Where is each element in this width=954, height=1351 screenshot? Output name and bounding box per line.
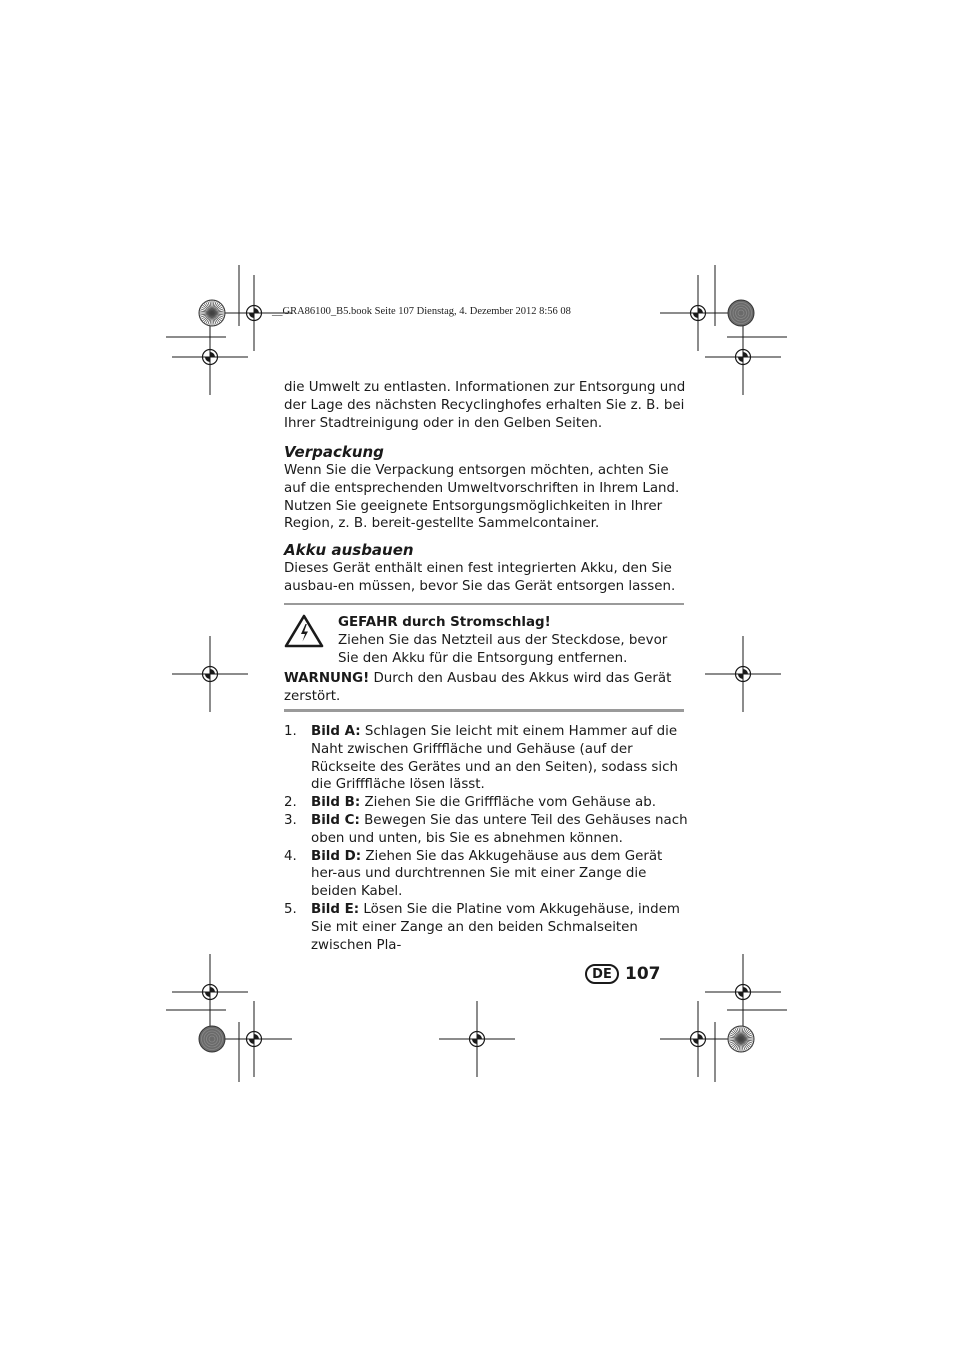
paragraph-akku: Dieses Gerät enthält einen fest integrierten Akku, den Sie ausbau-en müssen, bevor Sie das Gerät entsorgen lassen.	[284, 561, 676, 594]
registration-mark-icon	[172, 954, 248, 1030]
list-item	[284, 812, 688, 848]
steps-list	[284, 723, 688, 954]
heading-akku-ausbauen: Akku ausbauen	[284, 541, 414, 559]
step-text: Bewegen Sie das untere Teil des Gehäuses nach oben und unten, bis Sie es abnehmen können.	[311, 812, 688, 846]
language-badge: DE	[585, 964, 619, 984]
step-text: Lösen Sie die Platine vom Akkugehäuse, indem Sie mit einer Zange an den beiden Schmalseiten zwischen Pla-	[311, 901, 680, 953]
color-bar-circle-icon	[199, 300, 225, 326]
step-number: 1.	[284, 724, 297, 739]
warning-label: WARNUNG!	[284, 671, 370, 686]
page-footer	[585, 964, 661, 984]
paragraph-verpackung: Wenn Sie die Verpackung entsorgen möchten, achten Sie auf die entsprechenden Umweltvorschriften in Ihrem Land. Nutzen Sie geeignete Entsorgungsmöglichkeiten in Ihrer Region, z. B. bereit-gestellte Sammelcontainer.	[284, 463, 680, 532]
step-label: Bild D:	[311, 848, 362, 864]
color-bar-circle-icon	[199, 1026, 225, 1052]
step-number: 4.	[284, 848, 297, 864]
danger-text: Ziehen Sie das Netzteil aus der Steckdose, bevor Sie den Akku für die Entsorgung entfernen.	[338, 633, 668, 666]
step-label: Bild E:	[311, 901, 360, 917]
list-item	[284, 794, 688, 812]
danger-title: GEFAHR durch Stromschlag!	[338, 615, 551, 630]
step-text: Schlagen Sie leicht mit einem Hammer auf die Naht zwischen Grifffläche und Gehäuse (auf der Rückseite des Gerätes und an den Seiten), sodass sich die Grifffläche lösen lässt.	[311, 724, 678, 793]
color-bar-circle-icon	[728, 300, 754, 326]
list-item	[284, 901, 688, 954]
step-number: 2.	[284, 795, 297, 811]
registration-mark-icon	[660, 275, 736, 351]
registration-mark-icon	[172, 319, 248, 395]
print-header: __GRA86100_B5.book Seite 107 Dienstag, 4. Dezember 2012 8:56 08	[272, 306, 571, 317]
step-label: Bild C:	[311, 812, 360, 828]
registration-mark-icon	[660, 1001, 736, 1077]
list-item	[284, 723, 688, 794]
registration-mark-icon	[705, 954, 781, 1030]
intro-paragraph: die Umwelt zu entlasten. Informationen zur Entsorgung und der Lage des nächsten Recyclinghofes erhalten Sie z. B. bei Ihrer Stadtreinigung oder in den Gelben Seiten.	[284, 380, 686, 431]
registration-mark-icon	[705, 319, 781, 395]
step-text: Ziehen Sie die Grifffläche vom Gehäuse ab.	[360, 795, 656, 811]
registration-mark-icon	[172, 636, 248, 712]
step-number: 5.	[284, 901, 297, 917]
warning-triangle-lightning-icon	[284, 614, 324, 648]
registration-mark-icon	[439, 1001, 515, 1077]
page-number: 107	[625, 964, 661, 984]
warning-text: Durch den Ausbau des Akkus wird das Gerät zerstört.	[284, 671, 672, 704]
color-bar-circle-icon	[728, 1026, 754, 1052]
step-label: Bild B:	[311, 795, 361, 811]
heading-verpackung: Verpackung	[284, 443, 384, 461]
registration-mark-icon	[705, 636, 781, 712]
step-label: Bild A:	[311, 724, 361, 739]
warning-box-bottom-rule	[284, 709, 684, 712]
warning-box-top-rule	[284, 603, 684, 605]
step-number: 3.	[284, 812, 297, 828]
warning-paragraph	[284, 670, 688, 706]
registration-mark-icon	[216, 1001, 292, 1077]
list-item	[284, 848, 688, 901]
step-text: Ziehen Sie das Akkugehäuse aus dem Gerät her-aus und durchtrennen Sie mit einer Zange die beiden Kabel.	[311, 848, 663, 900]
